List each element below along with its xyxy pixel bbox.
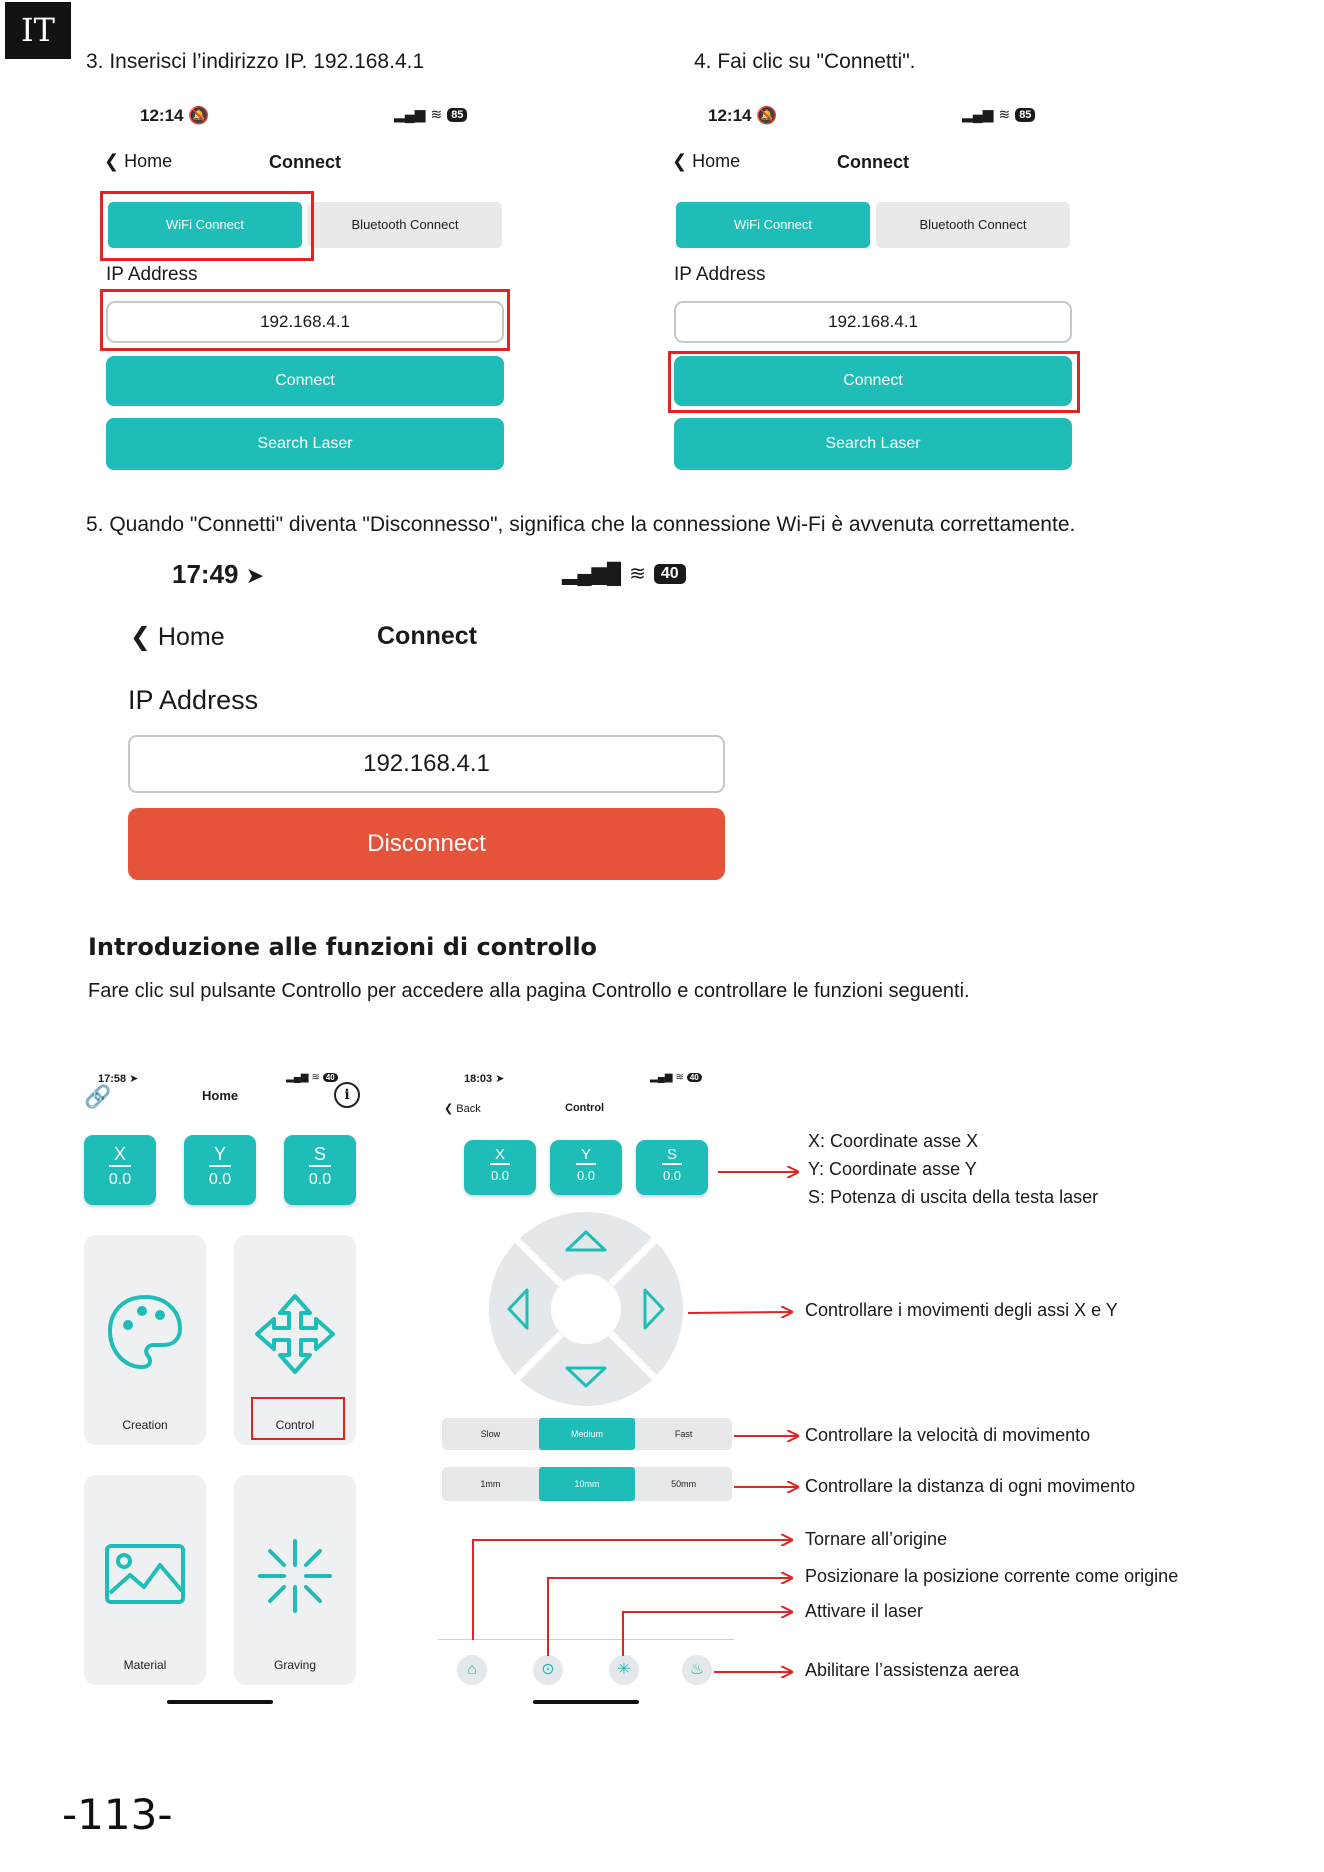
annotation-home: Tornare all’origine (805, 1529, 948, 1549)
ip-address-label: IP Address (674, 264, 766, 285)
x-coord-card: X 0.0 (84, 1135, 156, 1205)
annotation-speed: Controllare la velocità di movimento (805, 1425, 1091, 1445)
material-label: Material (123, 1658, 167, 1672)
search-laser-button[interactable]: Search Laser (674, 418, 1072, 470)
section-heading: Introduzione alle funzioni di controllo (88, 933, 598, 961)
signal-icon: ▂▄▆ (286, 1072, 309, 1083)
distance-option-1mm[interactable]: 1mm (480, 1479, 501, 1489)
nav-title: Control (565, 1102, 605, 1114)
back-button[interactable]: ❮ Back (444, 1103, 481, 1115)
bell-mute-icon: 🔕 (756, 106, 778, 125)
location-pin-icon[interactable]: ⊙ (533, 1655, 563, 1685)
status-time: 18:03 ➤ (464, 1073, 505, 1085)
battery-icon: 85 (1015, 108, 1035, 122)
battery-icon: 40 (323, 1073, 338, 1082)
connect-button[interactable]: Connect (674, 356, 1072, 406)
ip-address-label: IP Address (128, 685, 259, 715)
speed-option-slow[interactable]: Slow (480, 1429, 501, 1439)
step-3-text: 3. Inserisci l’indirizzo IP. 192.168.4.1 (86, 50, 425, 73)
wifi-icon: ≋ (998, 106, 1011, 122)
x-coord-card: X 0.0 (464, 1140, 536, 1195)
speed-option-fast[interactable]: Fast (674, 1429, 693, 1439)
creation-label: Creation (122, 1418, 168, 1432)
battery-icon: 85 (447, 108, 467, 122)
annotation-distance: Controllare la distanza di ogni movimento (805, 1476, 1136, 1496)
annotation-laser: Attivare il laser (805, 1601, 924, 1621)
back-button[interactable]: ❮ Home (130, 623, 225, 651)
status-time: 12:14 🔕 (140, 106, 210, 125)
tab-wifi-connect[interactable]: WiFi Connect (108, 202, 302, 248)
status-time: 17:49 ➤ (172, 559, 265, 589)
ip-address-input[interactable]: 192.168.4.1 (128, 735, 725, 793)
annotation-air: Abilitare l’assistenza aerea (805, 1660, 1020, 1680)
wifi-icon: ≋ (430, 106, 443, 122)
tab-bluetooth-connect[interactable]: Bluetooth Connect (308, 202, 502, 248)
nav-title: Home (202, 1088, 239, 1103)
section-description: Fare clic sul pulsante Controllo per accedere alla pagina Controllo e controllare le funzioni seguenti. (88, 980, 970, 1002)
air-assist-icon[interactable]: ♨ (682, 1655, 712, 1685)
step-5-text: 5. Quando "Connetti" diventa "Disconnesso", significa che la connessione Wi-Fi è avvenuta correttamente. (86, 513, 1076, 536)
battery-icon: 40 (687, 1073, 702, 1082)
annotation-set-origin: Posizionare la posizione corrente come origine (805, 1566, 1179, 1586)
location-arrow-icon: ➤ (245, 563, 265, 588)
disconnect-button[interactable]: Disconnect (128, 808, 725, 880)
location-arrow-icon: ➤ (495, 1073, 505, 1085)
status-time: 17:58 ➤ (98, 1073, 139, 1085)
distance-option-50mm[interactable]: 50mm (671, 1479, 697, 1489)
s-coord-card: S 0.0 (284, 1135, 356, 1205)
signal-icon: ▂▄▆ (394, 106, 426, 122)
nav-title: Connect (837, 152, 909, 172)
s-coord-card: S 0.0 (636, 1140, 708, 1195)
speed-option-medium[interactable]: Medium (539, 1418, 636, 1450)
chevron-left-icon: ❮ (104, 151, 120, 171)
back-button[interactable]: ❮ Home (104, 151, 173, 171)
annotation-y-coord: Y: Coordinate asse Y (808, 1159, 977, 1179)
wifi-icon: ≋ (311, 1072, 320, 1083)
y-coord-card: Y 0.0 (184, 1135, 256, 1205)
wifi-icon: ≋ (675, 1072, 684, 1083)
back-button[interactable]: ❮ Home (672, 151, 741, 171)
wifi-icon: ≋ (629, 563, 646, 585)
signal-icon: ▂▄▆ (650, 1072, 673, 1083)
distance-option-10mm[interactable]: 10mm (539, 1467, 636, 1501)
y-coord-card: Y 0.0 (550, 1140, 622, 1195)
annotation-s-power: S: Potenza di uscita della testa laser (808, 1187, 1099, 1207)
location-arrow-icon: ➤ (129, 1073, 139, 1085)
signal-icon: ▂▄▆█ (562, 563, 622, 585)
search-laser-button[interactable]: Search Laser (106, 418, 504, 470)
status-time: 12:14 🔕 (708, 106, 778, 125)
chevron-left-icon: ❮ (444, 1103, 454, 1115)
home-icon[interactable]: ⌂ (457, 1655, 487, 1685)
signal-icon: ▂▄▆ (962, 106, 994, 122)
nav-title: Connect (269, 152, 341, 172)
tab-wifi-connect[interactable]: WiFi Connect (676, 202, 870, 248)
annotation-x-coord: X: Coordinate asse X (808, 1131, 979, 1151)
annotation-movement: Controllare i movimenti degli assi X e Y (805, 1300, 1118, 1320)
connect-button[interactable]: Connect (106, 356, 504, 406)
ip-address-input[interactable]: 192.168.4.1 (674, 301, 1072, 343)
ip-address-input[interactable]: 192.168.4.1 (106, 301, 504, 343)
bell-mute-icon: 🔕 (188, 106, 210, 125)
control-label: Control (275, 1418, 315, 1432)
info-icon[interactable]: i (334, 1082, 360, 1108)
nav-title: Connect (377, 622, 477, 650)
page-number: -113- (62, 1790, 173, 1839)
chevron-left-icon: ❮ (130, 623, 151, 651)
language-badge: IT (5, 2, 71, 59)
graving-label: Graving (273, 1658, 317, 1672)
laser-icon[interactable]: ✳ (609, 1655, 639, 1685)
chevron-left-icon: ❮ (672, 151, 688, 171)
tab-bluetooth-connect[interactable]: Bluetooth Connect (876, 202, 1070, 248)
link-icon[interactable]: 🔗 (84, 1084, 112, 1109)
battery-icon: 40 (654, 564, 686, 584)
ip-address-label: IP Address (106, 264, 198, 285)
step-4-text: 4. Fai clic su "Connetti". (694, 50, 916, 73)
